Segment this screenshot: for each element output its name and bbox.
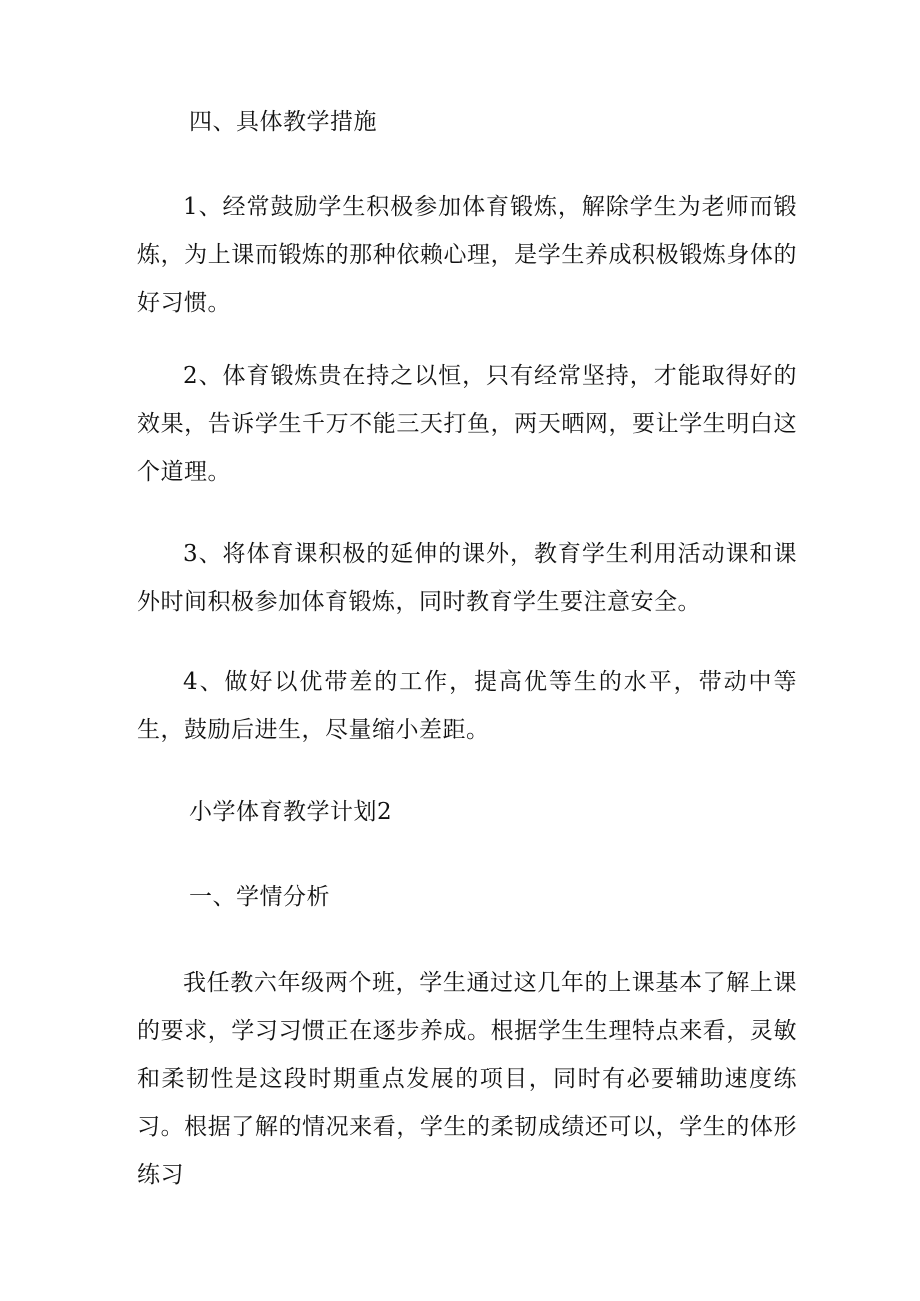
paragraph-measure-1: 1、经常鼓励学生积极参加体育锻炼，解除学生为老师而锻炼，为上课而锻炼的那种依赖心理，是学生养成积极锻炼身体的好习惯。 bbox=[137, 194, 797, 316]
paragraph-measure-2: 2、体育锻炼贵在持之以恒，只有经常坚持，才能取得好的效果，告诉学生千万不能三天打鱼，两天晒网，要让学生明白这个道理。 bbox=[137, 363, 797, 485]
section-heading-student-analysis: 一、学情分析 bbox=[189, 884, 330, 910]
paragraph-measure-4: 4、做好以优带差的工作，提高优等生的水平，带动中等生，鼓励后进生，尽量缩小差距。 bbox=[137, 669, 797, 743]
section-heading-teaching-measures: 四、具体教学措施 bbox=[189, 109, 377, 135]
document-subtitle: 小学体育教学计划2 bbox=[189, 799, 393, 825]
paragraph-student-analysis: 我任教六年级两个班，学生通过这几年的上课基本了解上课的要求，学习习惯正在逐步养成。根据学生生理特点来看，灵敏和柔韧性是这段时期重点发展的项目，同时有必要辅助速度练习。根据了解的情况来看，学生的柔韧成绩还可以，学生的体形练习 bbox=[137, 970, 797, 1188]
paragraph-measure-3: 3、将体育课积极的延伸的课外，教育学生利用活动课和课外时间积极参加体育锻炼，同时教育学生要注意安全。 bbox=[137, 541, 797, 615]
